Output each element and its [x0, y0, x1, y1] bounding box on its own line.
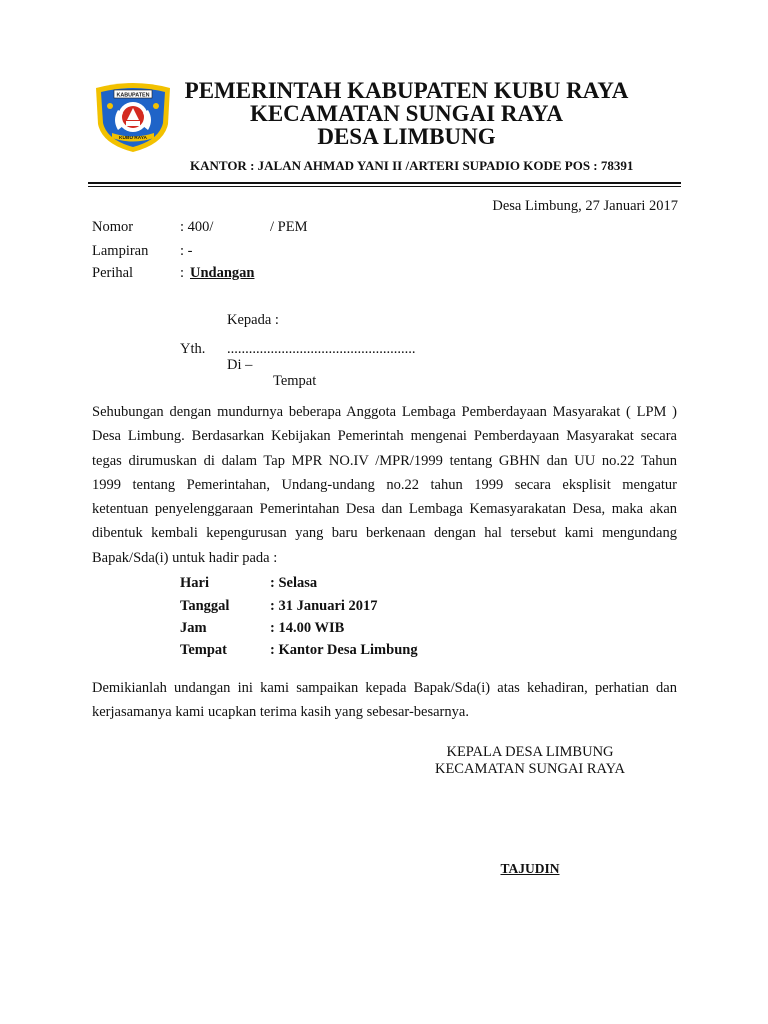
- lampiran-value: : -: [180, 243, 193, 259]
- body-line: tegas dirumuskan di dalam Tap MPR NO.IV /MPR/1999 tentang GBHN dan UU no.22 Tahun: [92, 452, 677, 469]
- nomor-value: : 400/: [180, 219, 214, 235]
- closing-line: Demikianlah undangan ini kami sampaikan kepada Bapak/Sda(i) atas kehadiran, perhatian dan: [92, 680, 677, 696]
- event-value-day: : Selasa: [270, 575, 318, 591]
- header-village: DESA LIMBUNG: [317, 124, 496, 149]
- closing-paragraph: [92, 676, 677, 725]
- body-line: dibentuk kembali kepengurusan yang baru berkenaan dengan hal tersebut kami mengundang: [92, 525, 677, 542]
- office-address: KANTOR : JALAN AHMAD YANI II /ARTERI SUPADIO KODE POS : 78391: [190, 158, 634, 173]
- place-date: Desa Limbung, 27 Januari 2017: [492, 198, 678, 214]
- header-divider-thin: [88, 186, 681, 187]
- event-value-place: : Kantor Desa Limbung: [270, 642, 418, 658]
- body-line: 1999 tentang Pemerintahan, Undang-undang no.22 tahun 1999 secara eksplisit mengatur: [92, 476, 677, 493]
- signature-title-district: KECAMATAN SUNGAI RAYA: [434, 761, 626, 777]
- header-district: KECAMATAN SUNGAI RAYA: [249, 101, 564, 126]
- body-line: ketentuan penyelenggaraan Pemerintahan Desa dan Lembaga Kemasyarakatan Desa, maka akan: [92, 501, 677, 518]
- perihal-label: Perihal: [92, 265, 134, 281]
- di-label: Di –: [227, 357, 253, 373]
- yth-label: Yth.: [180, 341, 206, 357]
- header-government: PEMERINTAH KABUPATEN KUBU RAYA: [184, 78, 629, 103]
- signature-title-village: KEPALA DESA LIMBUNG: [446, 744, 614, 760]
- perihal-value: Undangan: [190, 265, 255, 281]
- nomor-suffix: / PEM: [270, 219, 308, 235]
- body-line: Desa Limbung. Berdasarkan Kebijakan Pemerintah mengenai Pemberdayaan Masyarakat secara: [92, 428, 677, 445]
- event-value-date: : 31 Januari 2017: [270, 598, 378, 614]
- svg-text:KABUPATEN: KABUPATEN: [116, 92, 150, 99]
- signatory-name: TAJUDIN: [500, 861, 560, 876]
- header-divider-thick: [88, 182, 681, 184]
- addressee-blank: ....................................................: [227, 341, 416, 357]
- body-paragraph: [92, 400, 677, 570]
- closing-line: kerjasamanya kami ucapkan terima kasih yang sebesar-besarnya.: [92, 704, 469, 721]
- tempat-label: Tempat: [273, 373, 317, 389]
- event-label-time: Jam: [180, 620, 207, 636]
- event-label-place: Tempat: [180, 642, 227, 658]
- lampiran-label: Lampiran: [92, 243, 149, 259]
- svg-text:KUBU RAYA: KUBU RAYA: [119, 136, 147, 141]
- perihal-colon: :: [180, 265, 185, 281]
- event-value-time: : 14.00 WIB: [270, 620, 345, 636]
- body-line: Bapak/Sda(i) untuk hadir pada :: [92, 549, 278, 566]
- body-line: Sehubungan dengan mundurnya beberapa Anggota Lembaga Pemberdayaan Masyarakat ( LPM ): [92, 404, 677, 420]
- event-label-day: Hari: [180, 575, 209, 591]
- kepada-label: Kepada :: [227, 312, 279, 328]
- event-label-date: Tanggal: [180, 598, 230, 614]
- nomor-label: Nomor: [92, 219, 134, 235]
